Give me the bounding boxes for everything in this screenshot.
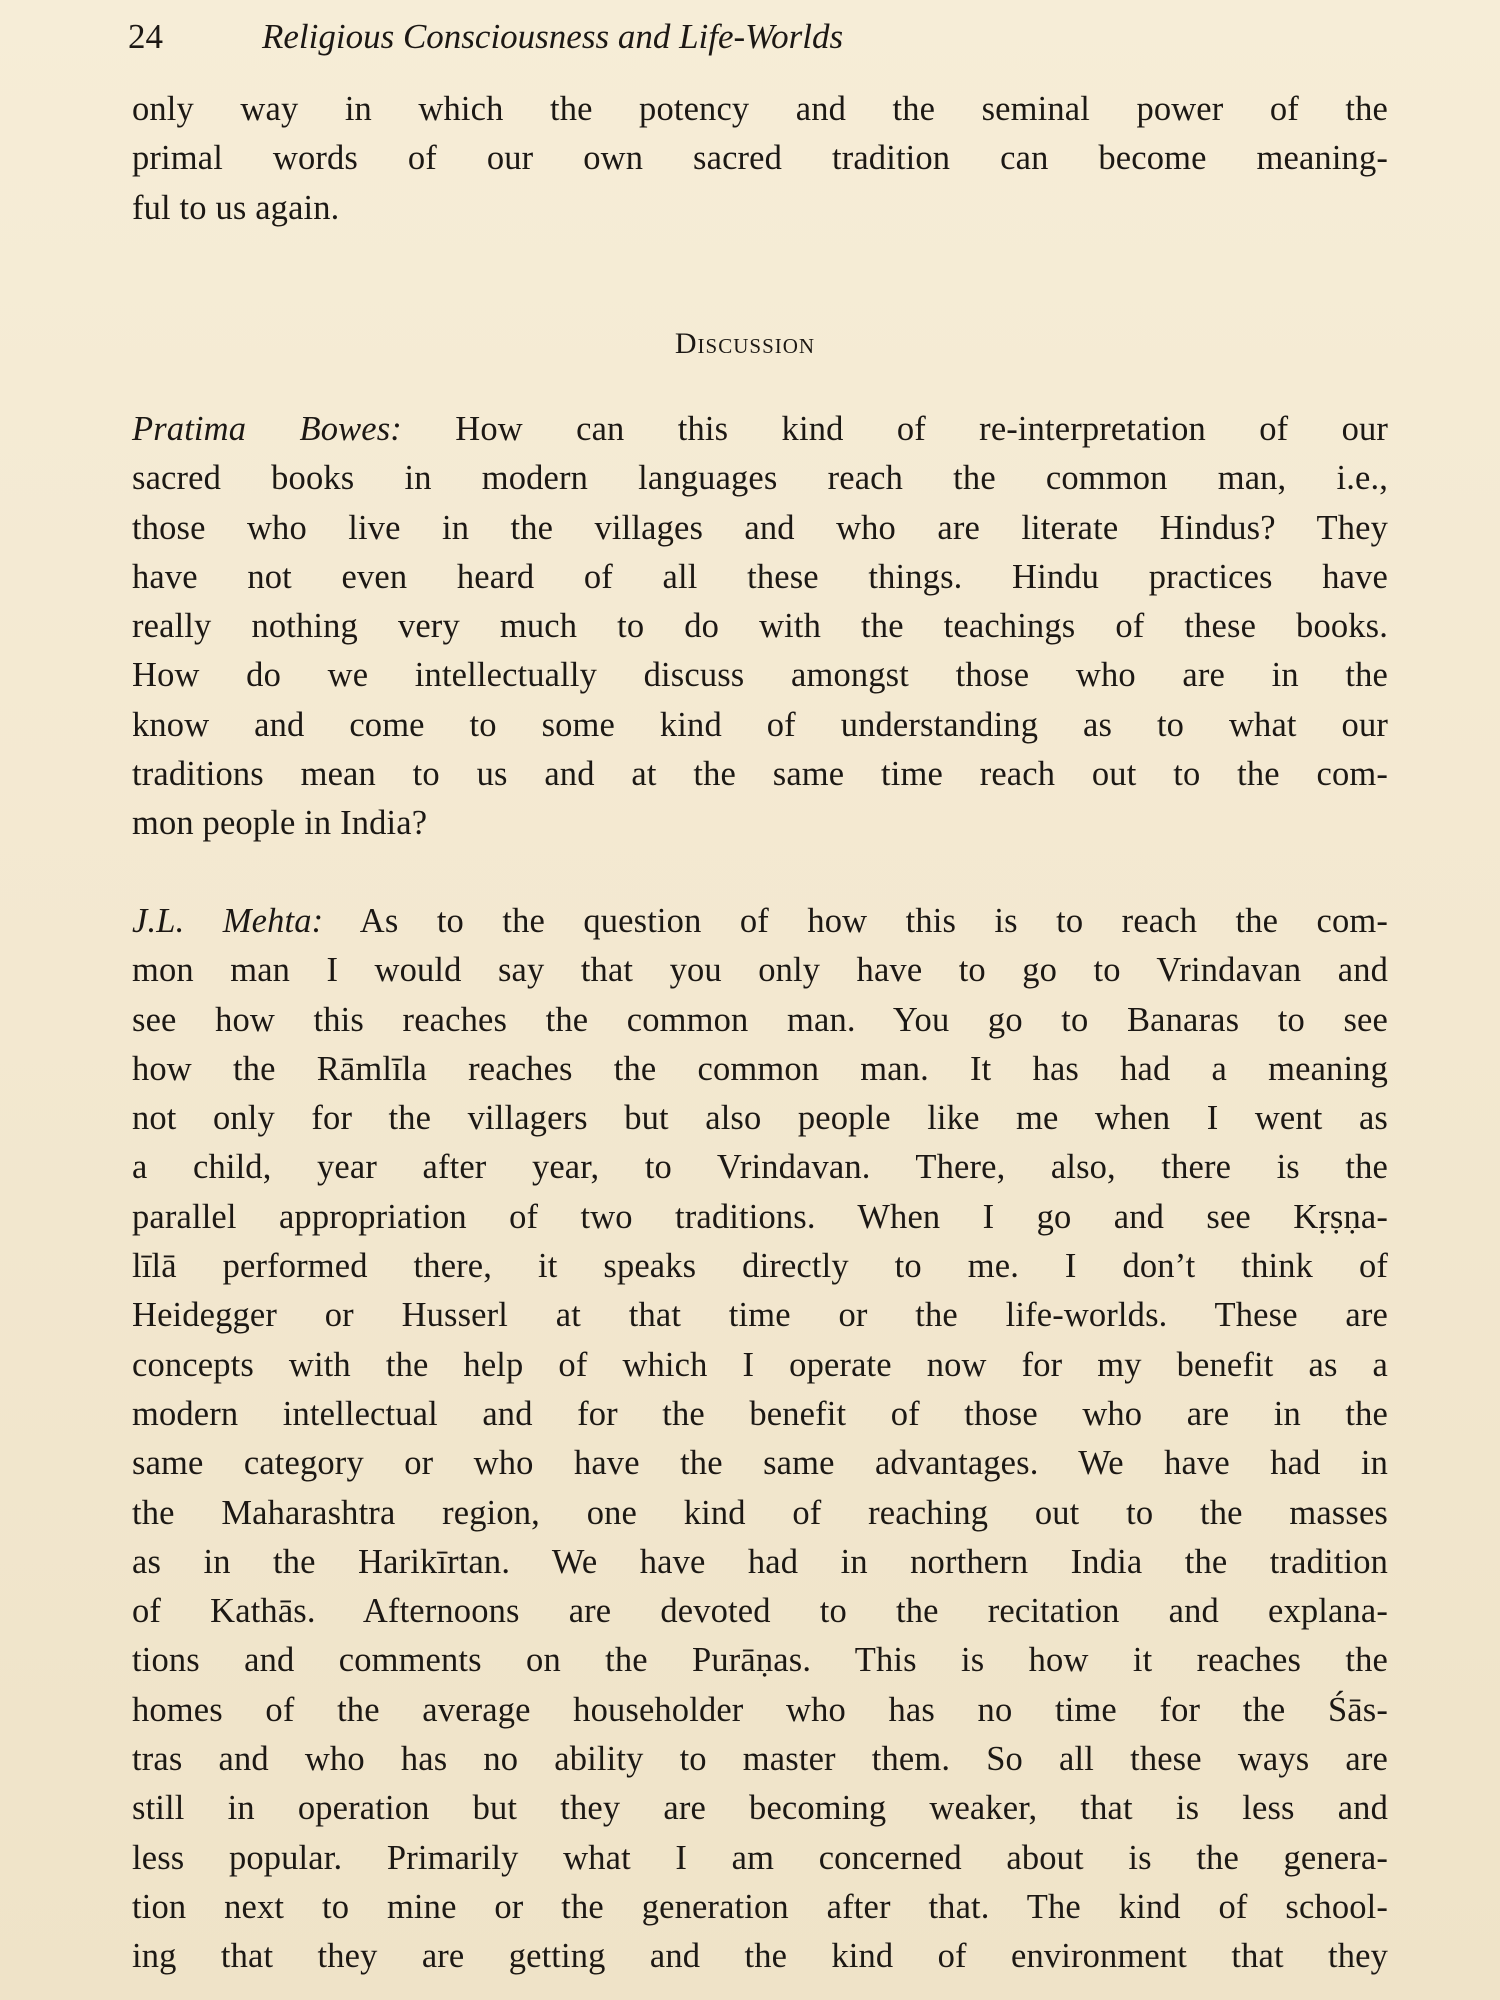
text-line: homes of the average householder who has no time for the Śās- [132, 1690, 1388, 1729]
line-text: As to the question of how this is to reach the com- [323, 902, 1388, 940]
text-line: How do we intellectually discuss amongst those who are in the [132, 656, 1388, 695]
text-line: only way in which the potency and the seminal power of the [132, 90, 1388, 128]
text-line [132, 405, 1388, 454]
text-line: same category or who have the same advantages. We have had in [132, 1444, 1388, 1483]
speaker-name: J.L. Mehta: [132, 902, 324, 940]
text-line: traditions mean to us and at the same time reach out to the com- [132, 755, 1388, 794]
text-line: modern intellectual and for the benefit of those who are in the [132, 1394, 1388, 1433]
text-line: tion next to mine or the generation after that. The kind of school- [132, 1887, 1388, 1926]
text-line: see how this reaches the common man. You go to Banaras to see [132, 1000, 1388, 1039]
text-line: līlā performed there, it speaks directly to me. I don’t think of [132, 1247, 1388, 1286]
text-line: how the Rāmlīla reaches the common man. It has had a meaning [132, 1049, 1388, 1088]
text-line: the Maharashtra region, one kind of reaching out to the masses [132, 1493, 1388, 1532]
text-line: those who live in the villages and who are literate Hindus? They [132, 508, 1388, 547]
text-line: mon man I would say that you only have to go to Vrindavan and [132, 951, 1388, 990]
text-line: concepts with the help of which I operate now for my benefit as a [132, 1345, 1388, 1384]
book-title: Religious Consciousness and Life-Worlds [262, 17, 844, 56]
intro-paragraph [132, 85, 1388, 233]
speaker-name: Pratima Bowes: [132, 410, 402, 448]
text-line: tions and comments on the Purāṇas. This is how it reaches the [132, 1641, 1388, 1680]
text-line: a child, year after year, to Vrindavan. There, also, there is the [132, 1148, 1388, 1187]
text-line: mon people in India? [132, 804, 428, 843]
running-head [128, 14, 843, 60]
text-line: know and come to some kind of understanding as to what our [132, 705, 1388, 744]
text-line: still in operation but they are becoming weaker, that is less and [132, 1789, 1388, 1828]
text-line: tras and who has no ability to master them. So all these ways are [132, 1740, 1388, 1779]
text-line: less popular. Primarily what I am concerned about is the genera- [132, 1838, 1388, 1877]
page-number: 24 [128, 17, 163, 56]
text-line: ful to us again. [132, 188, 340, 227]
text-line [132, 897, 1388, 946]
text-line: sacred books in modern languages reach the common man, i.e., [132, 459, 1388, 498]
paragraph-pratima-bowes [132, 405, 1388, 849]
section-heading: Discussion [674, 327, 816, 360]
paragraph-jl-mehta [132, 897, 1388, 1982]
text-line: Heidegger or Husserl at that time or the life-worlds. These are [132, 1296, 1388, 1335]
text-line: have not even heard of all these things. Hindu practices have [132, 557, 1388, 596]
text-line: primal words of our own sacred tradition can become meaning- [132, 139, 1388, 178]
line-text: How can this kind of re-interpretation of our [401, 410, 1389, 448]
text-line: as in the Harikīrtan. We have had in northern India the tradition [132, 1542, 1388, 1581]
text-line: parallel appropriation of two traditions. When I go and see Kṛṣṇa- [132, 1197, 1388, 1236]
text-line: really nothing very much to do with the teachings of these books. [132, 607, 1388, 646]
text-line: of Kathās. Afternoons are devoted to the recitation and explana- [132, 1592, 1388, 1631]
text-line: not only for the villagers but also people like me when I went as [132, 1099, 1388, 1138]
text-line: ing that they are getting and the kind of environment that they [132, 1937, 1388, 1976]
